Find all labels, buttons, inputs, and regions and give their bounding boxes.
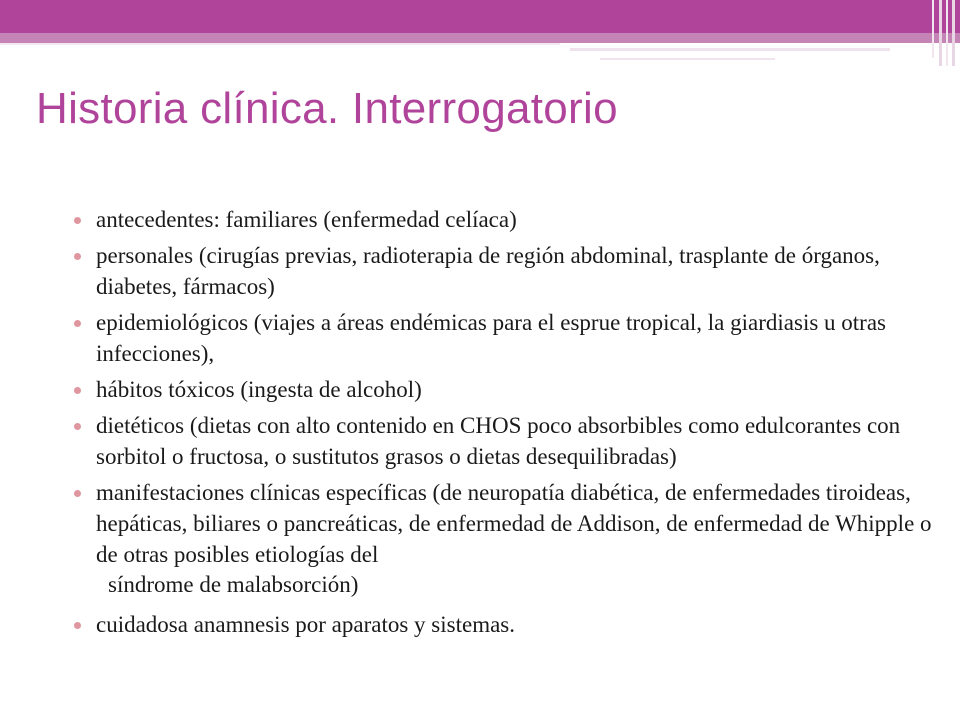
header-accent-line xyxy=(600,58,775,60)
slide-title: Historia clínica. Interrogatorio xyxy=(36,84,618,133)
bullet-item: epidemiológicos (viajes a áreas endémicas para el esprue tropical, la giardiasis u otras infecciones), xyxy=(72,307,947,369)
bullet-continuation: síndrome de malabsorción) xyxy=(108,572,359,597)
header-subband xyxy=(0,33,960,43)
bullet-item: personales (cirugías previas, radioterapia de región abdominal, trasplante de órganos, diabetes, fármacos) xyxy=(72,240,947,302)
header-band xyxy=(0,0,960,33)
header-accent-line xyxy=(570,48,890,51)
bullet-item: hábitos tóxicos (ingesta de alcohol) xyxy=(72,374,947,405)
bullet-item: manifestaciones clínicas específicas (de neuropatía diabética, de enfermedades tiroideas, hepáticas, biliares o pancreáticas, de enfermedad de Addison, de enfermedad de Whipple o de otras posibles etiologías del xyxy=(72,477,947,570)
bullet-list xyxy=(72,204,947,645)
bullet-item: dietéticos (dietas con alto contenido en CHOS poco absorbibles como edulcorantes con sorbitol o fructosa, o sustitutos grasos o dietas desequilibradas) xyxy=(72,410,947,472)
header-accent-line xyxy=(0,43,560,45)
bullet-item: cuidadosa anamnesis por aparatos y sistemas. xyxy=(72,609,947,640)
header-vertical-stripes xyxy=(930,0,960,66)
bullet-item: antecedentes: familiares (enfermedad celíaca) xyxy=(72,204,947,235)
